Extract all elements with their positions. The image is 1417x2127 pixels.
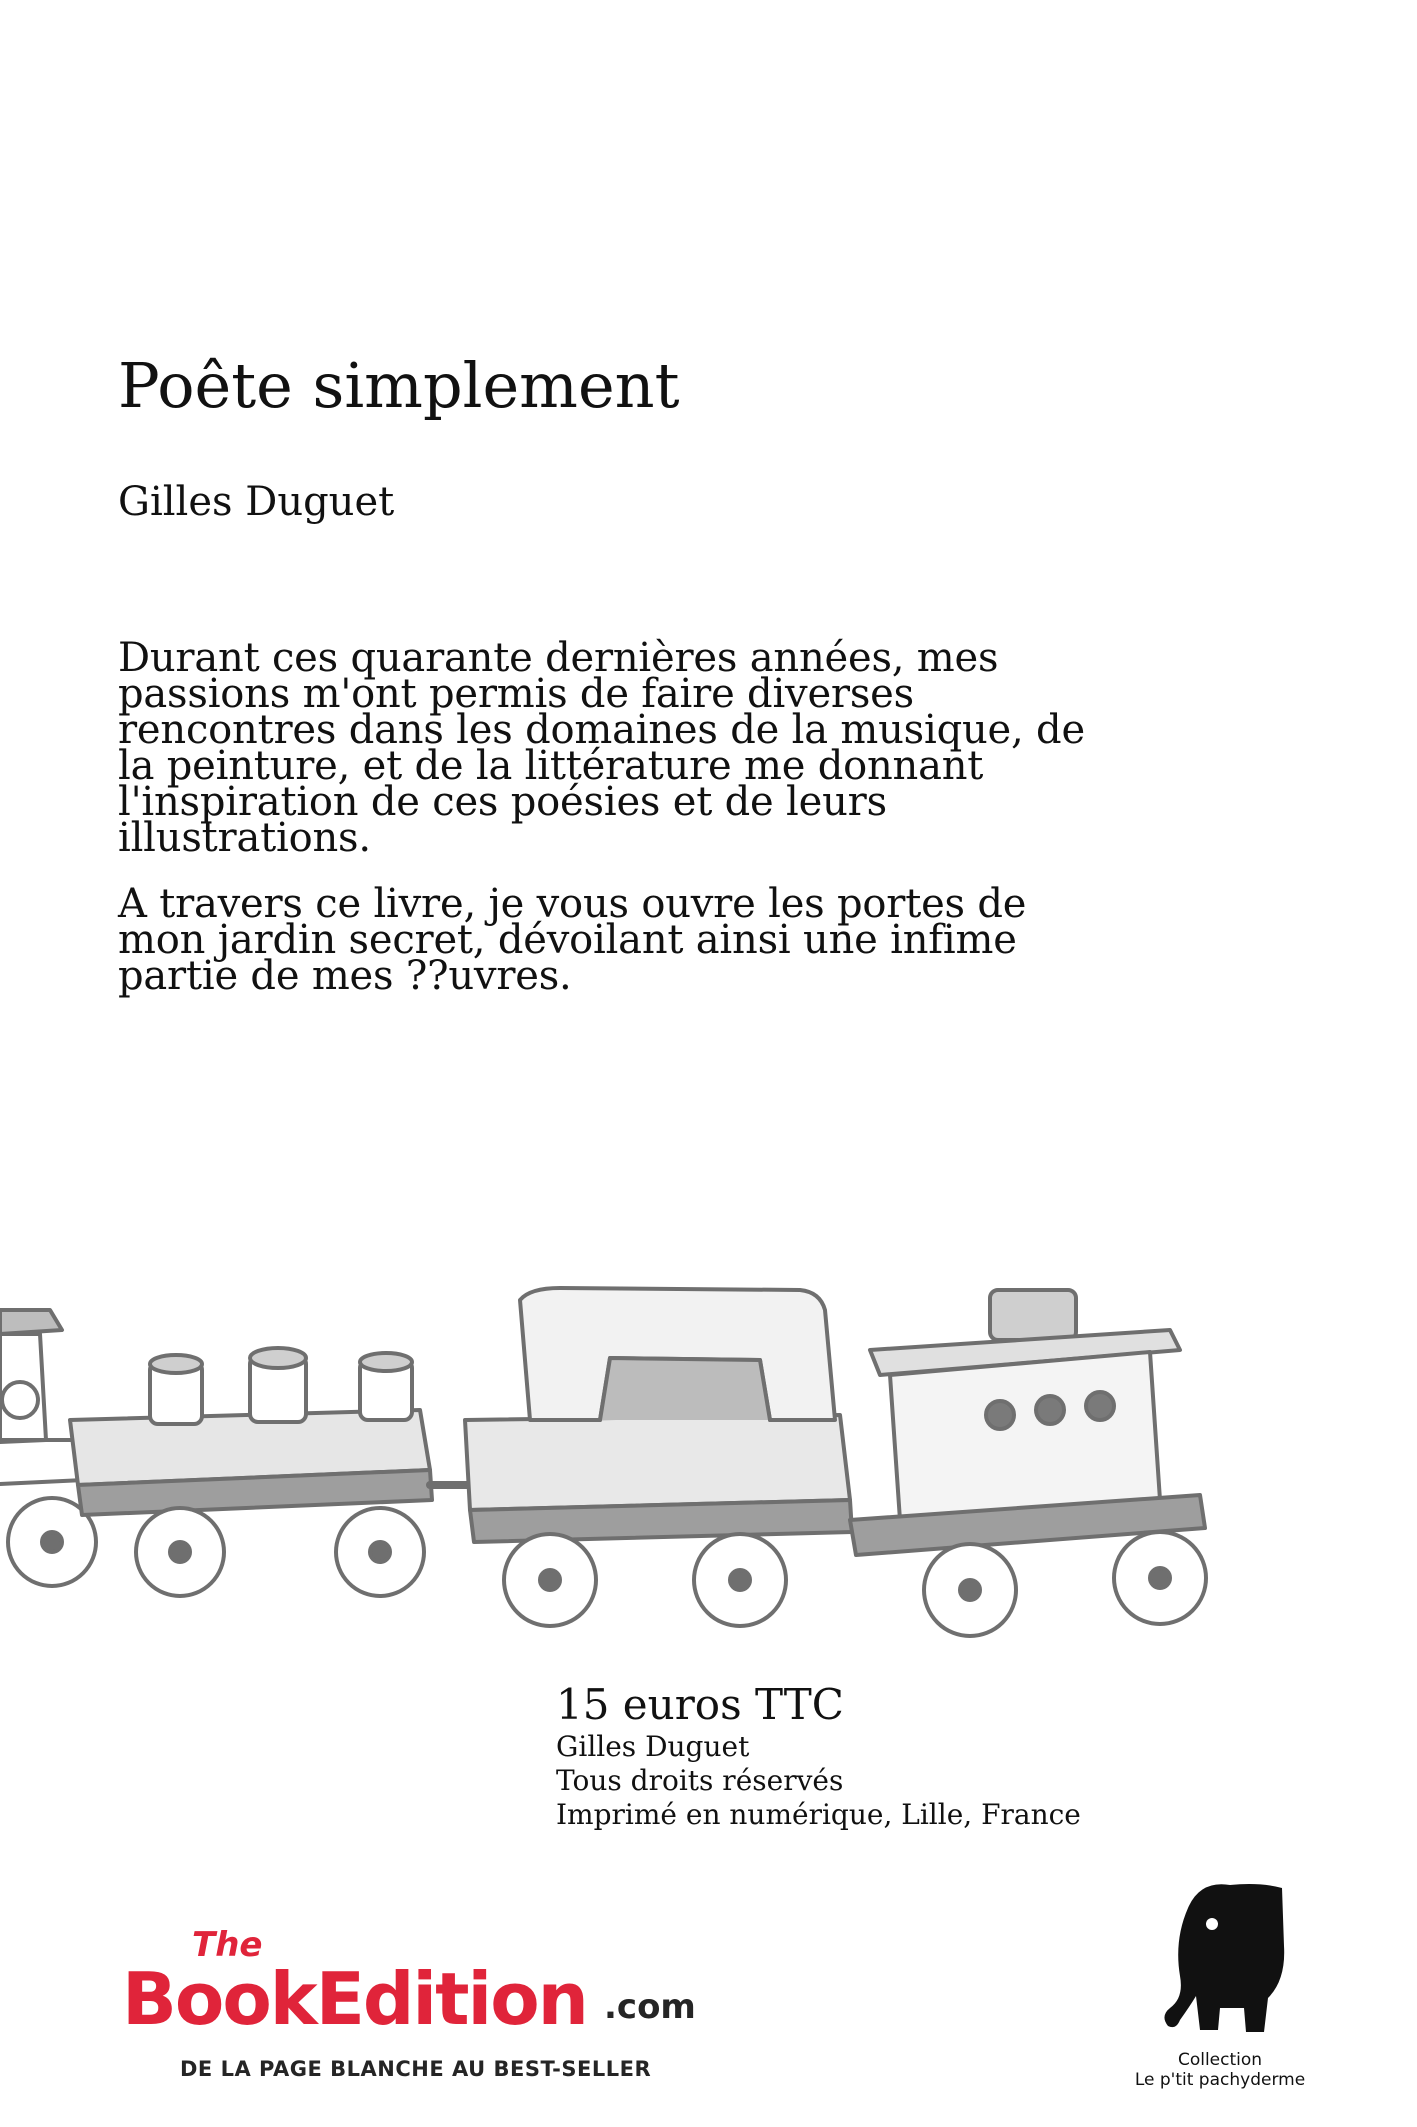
bookedition-logo [122, 1925, 722, 2095]
collection-name: Le p'tit pachyderme [1134, 2070, 1306, 2090]
book-author: Gilles Duguet [118, 479, 395, 525]
caboose-drawing [850, 1290, 1206, 1636]
logo-tagline: DE LA PAGE BLANCHE AU BEST-SELLER [180, 2057, 652, 2081]
price: 15 euros TTC [556, 1680, 844, 1729]
blurb-paragraph-1: Durant ces quarante dernières années, mes passions m'ont permis de faire diverses rencontres dans les domaines de la musique, de la peinture, et de la littérature me donnant l'inspiration de ces poésies et de leurs illustrations. [118, 635, 1085, 861]
logo-name: BookEdition [122, 1957, 587, 2041]
elephant-icon [1160, 1880, 1290, 2045]
back-cover-blurb [118, 635, 1118, 1024]
toy-train-illustration [0, 1270, 1230, 1650]
colophon [556, 1680, 1081, 1832]
logo-the: The [192, 1925, 263, 1965]
flatcar-drawing [70, 1348, 432, 1596]
blurb-paragraph-2: A travers ce livre, je vous ouvre les portes de mon jardin secret, dévoilant ainsi une infime partie de mes ??uvres. [118, 881, 1027, 999]
print-location: Imprimé en numérique, Lille, France [556, 1798, 1081, 1831]
arch-car-drawing [465, 1288, 852, 1626]
copyright-notice: Tous droits réservés [556, 1764, 844, 1797]
collection-label: Collection [1177, 2050, 1263, 2070]
colophon-author: Gilles Duguet [556, 1730, 750, 1763]
book-title: Poête simplement [118, 349, 680, 422]
collection-mark [1110, 1880, 1330, 2100]
logo-tld: .com [604, 1987, 696, 2027]
